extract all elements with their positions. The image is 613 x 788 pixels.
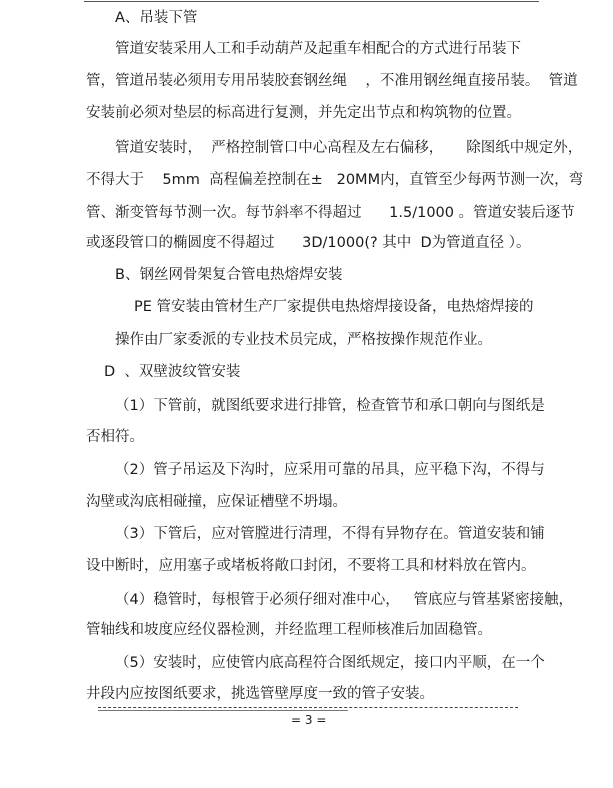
section-heading-a: A、吊装下管 — [115, 10, 198, 26]
paragraph-line: 井段内应按图纸要求，挑选管壁厚度一致的管子安装。 — [86, 686, 434, 702]
paragraph-line: 管道安装采用人工和手动葫芦及起重车相配合的方式进行吊装下 — [115, 41, 521, 57]
paragraph-line: 不得大于 5mm 高程偏差控制在± 20MM内，直管至少每两节测一次，弯 — [86, 172, 584, 188]
paragraph-line: 否相符。 — [86, 429, 144, 445]
paragraph-line: 管、渐变管每节测一次。每节斜率不得超过 1.5/1000 。管道安装后逐节 — [86, 205, 575, 221]
paragraph-line: 管轴线和坡度应经仪器检测，并经监理工程师核准后加固稳管。 — [86, 622, 492, 638]
paragraph-line: （1）下管前，就图纸要求进行排管，检查管节和承口朝向与图纸是 — [115, 398, 545, 414]
footer-rule-short — [98, 710, 348, 711]
paragraph-line: PE 管安装由管材生产厂家提供电热熔焊接设备，电热熔焊接的 — [134, 299, 534, 315]
paragraph-line: 管，管道吊装必须用专用吊装胶套钢丝绳 ，不准用钢丝绳直接吊装。 管道 — [86, 73, 578, 89]
paragraph-line: 安装前必须对垫层的标高进行复测，并先定出节点和构筑物的位置。 — [86, 105, 521, 121]
section-heading-b: B、钢丝网骨架复合管电热熔焊安装 — [115, 267, 343, 283]
top-rule — [84, 1, 539, 2]
paragraph-line: 操作由厂家委派的专业技术员完成，严格按操作规范作业。 — [115, 332, 492, 348]
paragraph-line: （2）管子吊运及下沟时，应采用可靠的吊具，应平稳下沟，不得与 — [115, 462, 545, 478]
paragraph-line: （5）安装时，应使管内底高程符合图纸规定，接口内平顺，在一个 — [115, 655, 545, 671]
paragraph-line: 沟壁或沟底相碰撞，应保证槽壁不坍塌。 — [86, 494, 347, 510]
page-number: = 3 = — [291, 713, 327, 727]
paragraph-line: 管道安装时， 严格控制管口中心高程及左右偏移， 除图纸中规定外， — [115, 140, 583, 156]
paragraph-line: 或逐段管口的椭圆度不得超过 3D/1000(? 其中 D为管道直径 ）。 — [86, 235, 531, 251]
paragraph-line: （3）下管后，应对管膛进行清理，不得有异物存在。管道安装和铺 — [115, 526, 545, 542]
paragraph-line: 设中断时，应用塞子或堵板将敞口封闭，不要将工具和材料放在管内。 — [86, 558, 536, 574]
section-heading-d: D 、双壁波纹管安装 — [104, 364, 241, 380]
paragraph-line: （4）稳管时，每根管于必须仔细对准中心， 管底应与管基紧密接触， — [115, 592, 574, 608]
footer-rule — [98, 707, 518, 708]
